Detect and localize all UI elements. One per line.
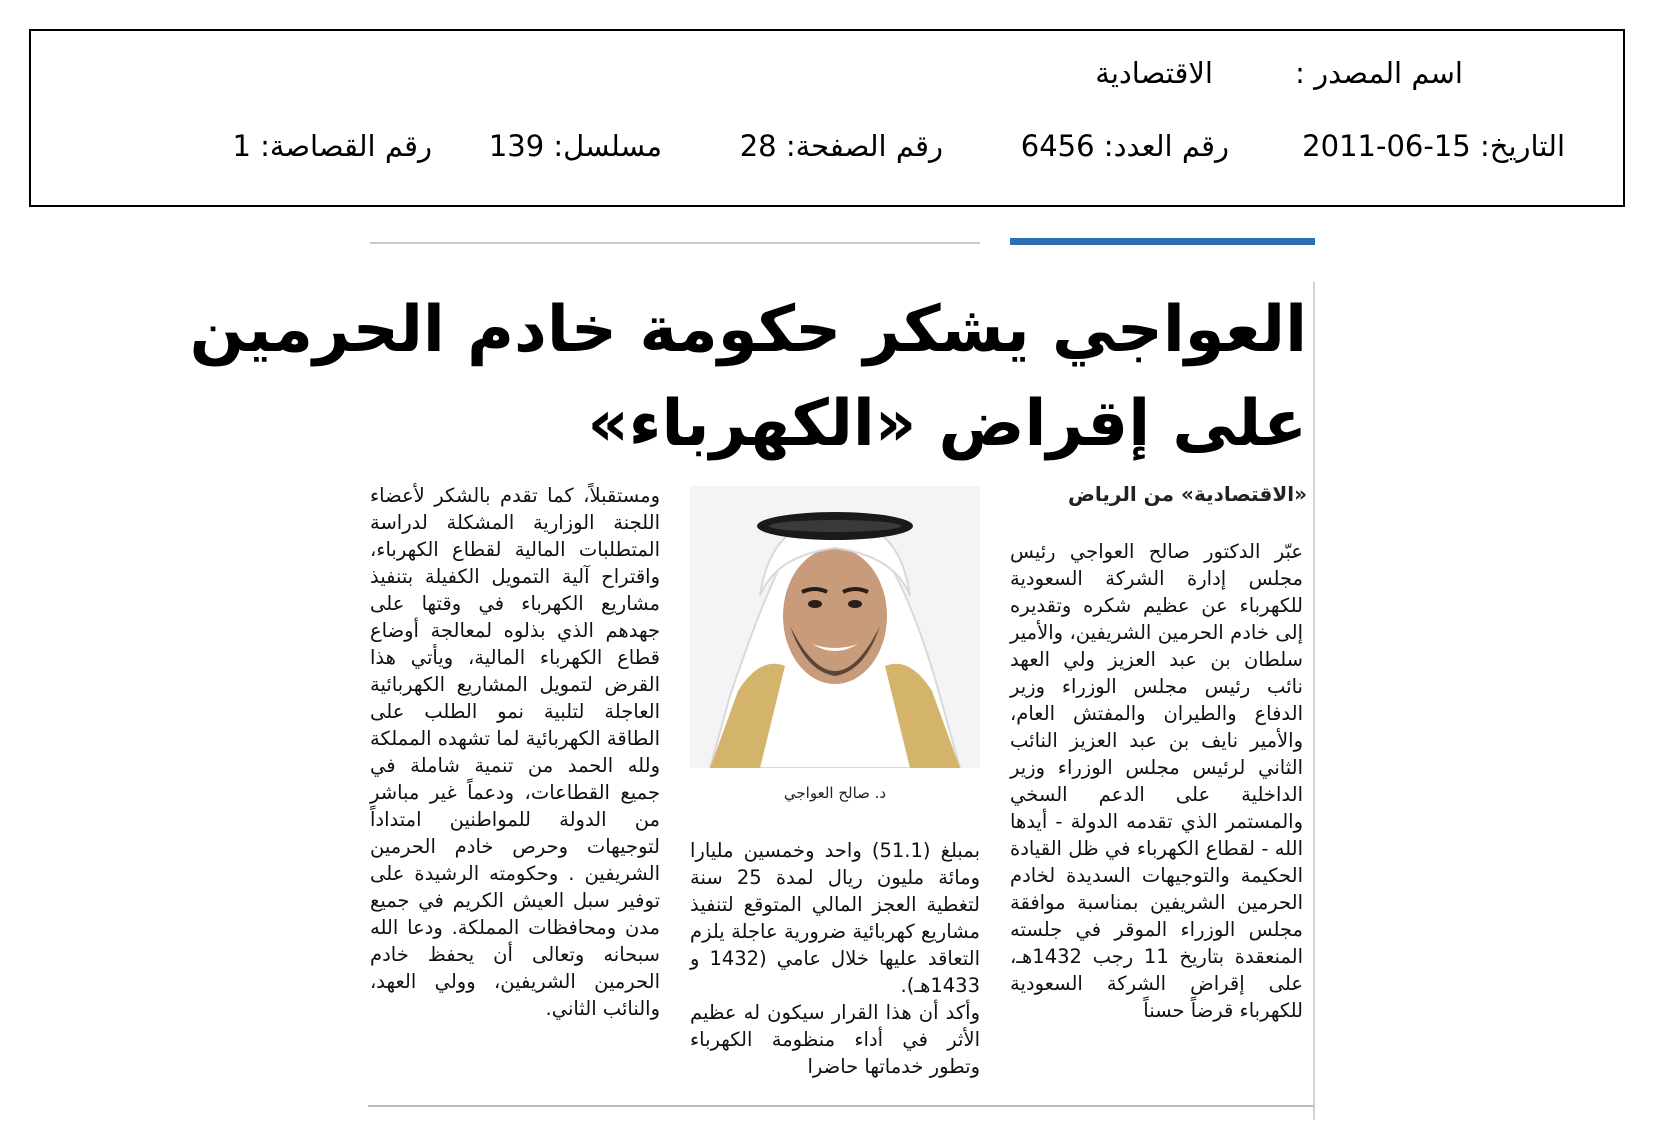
source-label: اسم المصدر : — [1295, 56, 1463, 90]
article-paragraph: عبّر الدكتور صالح العواجي رئيس مجلس إدارة الشركة السعودية للكهرباء عن عظيم شكره وتقديره إلى خادم الحرمين الشريفين، والأمير سلطان بن عبد العزيز ولي العهد نائب رئيس مجلس الوزراء وزير الدفاع والطيران والمفتش العام، والأمير نايف بن عبد العزيز النائب الثاني لرئيس مجلس الوزراء وزير الداخلية على الدعم السخي والمستمر الذي تقدمه الدولة - أيدها الله - لقطاع الكهرباء في ظل القيادة الحكيمة والتوجيهات السديدة لخادم الحرمين الشريفين بمناسبة موافقة مجلس الوزراء الموقر في جلسته المنعقدة بتاريخ 11 رجب 1432هـ، على إقراض الشركة السعودية للكهرباء قرضاً حسناً — [1010, 540, 1304, 1022]
article-column-left — [370, 482, 660, 1022]
clipping-header-box — [29, 29, 1625, 207]
article-paragraph: وأكد أن هذا القرار سيكون له عظيم الأثر في أداء منظومة الكهرباء وتطور خدماتها حاضرا — [690, 1001, 980, 1078]
portrait-illustration — [690, 486, 980, 768]
top-divider-gray — [370, 242, 980, 244]
source-value: الاقتصادية — [1095, 56, 1213, 90]
page-field: رقم الصفحة: 28 — [739, 129, 943, 163]
issue-field: رقم العدد: 6456 — [1020, 129, 1229, 163]
article-paragraph: ومستقبلاً، كما تقدم بالشكر لأعضاء اللجنة الوزارية المشكلة لدراسة المتطلبات المالية لقطاع الكهرباء، واقتراح آلية التمويل الكفيلة بتنفيذ مشاريع الكهرباء في وقتها على جهدهم الذي بذلوه لمعالجة أوضاع قطاع الكهرباء المالية، ويأتي هذا القرض لتمويل المشاريع الكهربائية العاجلة لتلبية نمو الطلب على الطاقة الكهربائية لما تشهده المملكة ولله الحمد من تنمية شاملة في جميع القطاعات، ودعماً غير مباشر من الدولة للمواطنين امتداداً لتوجيهات وحرص خادم الحرمين الشريفين . وحكومته الرشيدة على توفير سبل العيش الكريم في جميع مدن ومحافظات المملكة. ودعا الله سبحانه وتعالى أن يحفظ خادم الحرمين الشريفين، وولي العهد، والنائب الثاني. — [370, 484, 660, 1020]
article-column-middle — [690, 837, 980, 1080]
clipping-right-edge — [1313, 282, 1315, 1120]
headline-line-1: العواجي يشكر حكومة خادم الحرمين — [189, 293, 1307, 367]
serial-field: مسلسل: 139 — [488, 129, 662, 163]
article-paragraph: بمبلغ (51.1) واحد وخمسين مليارا ومائة مليون ريال لمدة 25 سنة لتغطية العجز المالي المتوقع لتنفيذ مشاريع كهربائية ضرورية عاجلة يلزم التعاقد عليها خلال عامي (1432 و 1433هـ). — [690, 839, 980, 997]
photo-caption: د. صالح العواجي — [783, 784, 887, 802]
clipping-bottom-edge — [368, 1105, 1314, 1107]
author-photo — [690, 486, 980, 768]
byline: «الاقتصادية» من الرياض — [1067, 482, 1307, 506]
top-divider-blue — [1010, 238, 1315, 245]
article-column-right — [1010, 538, 1303, 1024]
clip-number-field: رقم القصاصة: 1 — [232, 129, 432, 163]
headline-line-2: على إقراض «الكهرباء» — [587, 387, 1307, 461]
date-field: التاريخ: 15-06-2011 — [1302, 129, 1565, 163]
